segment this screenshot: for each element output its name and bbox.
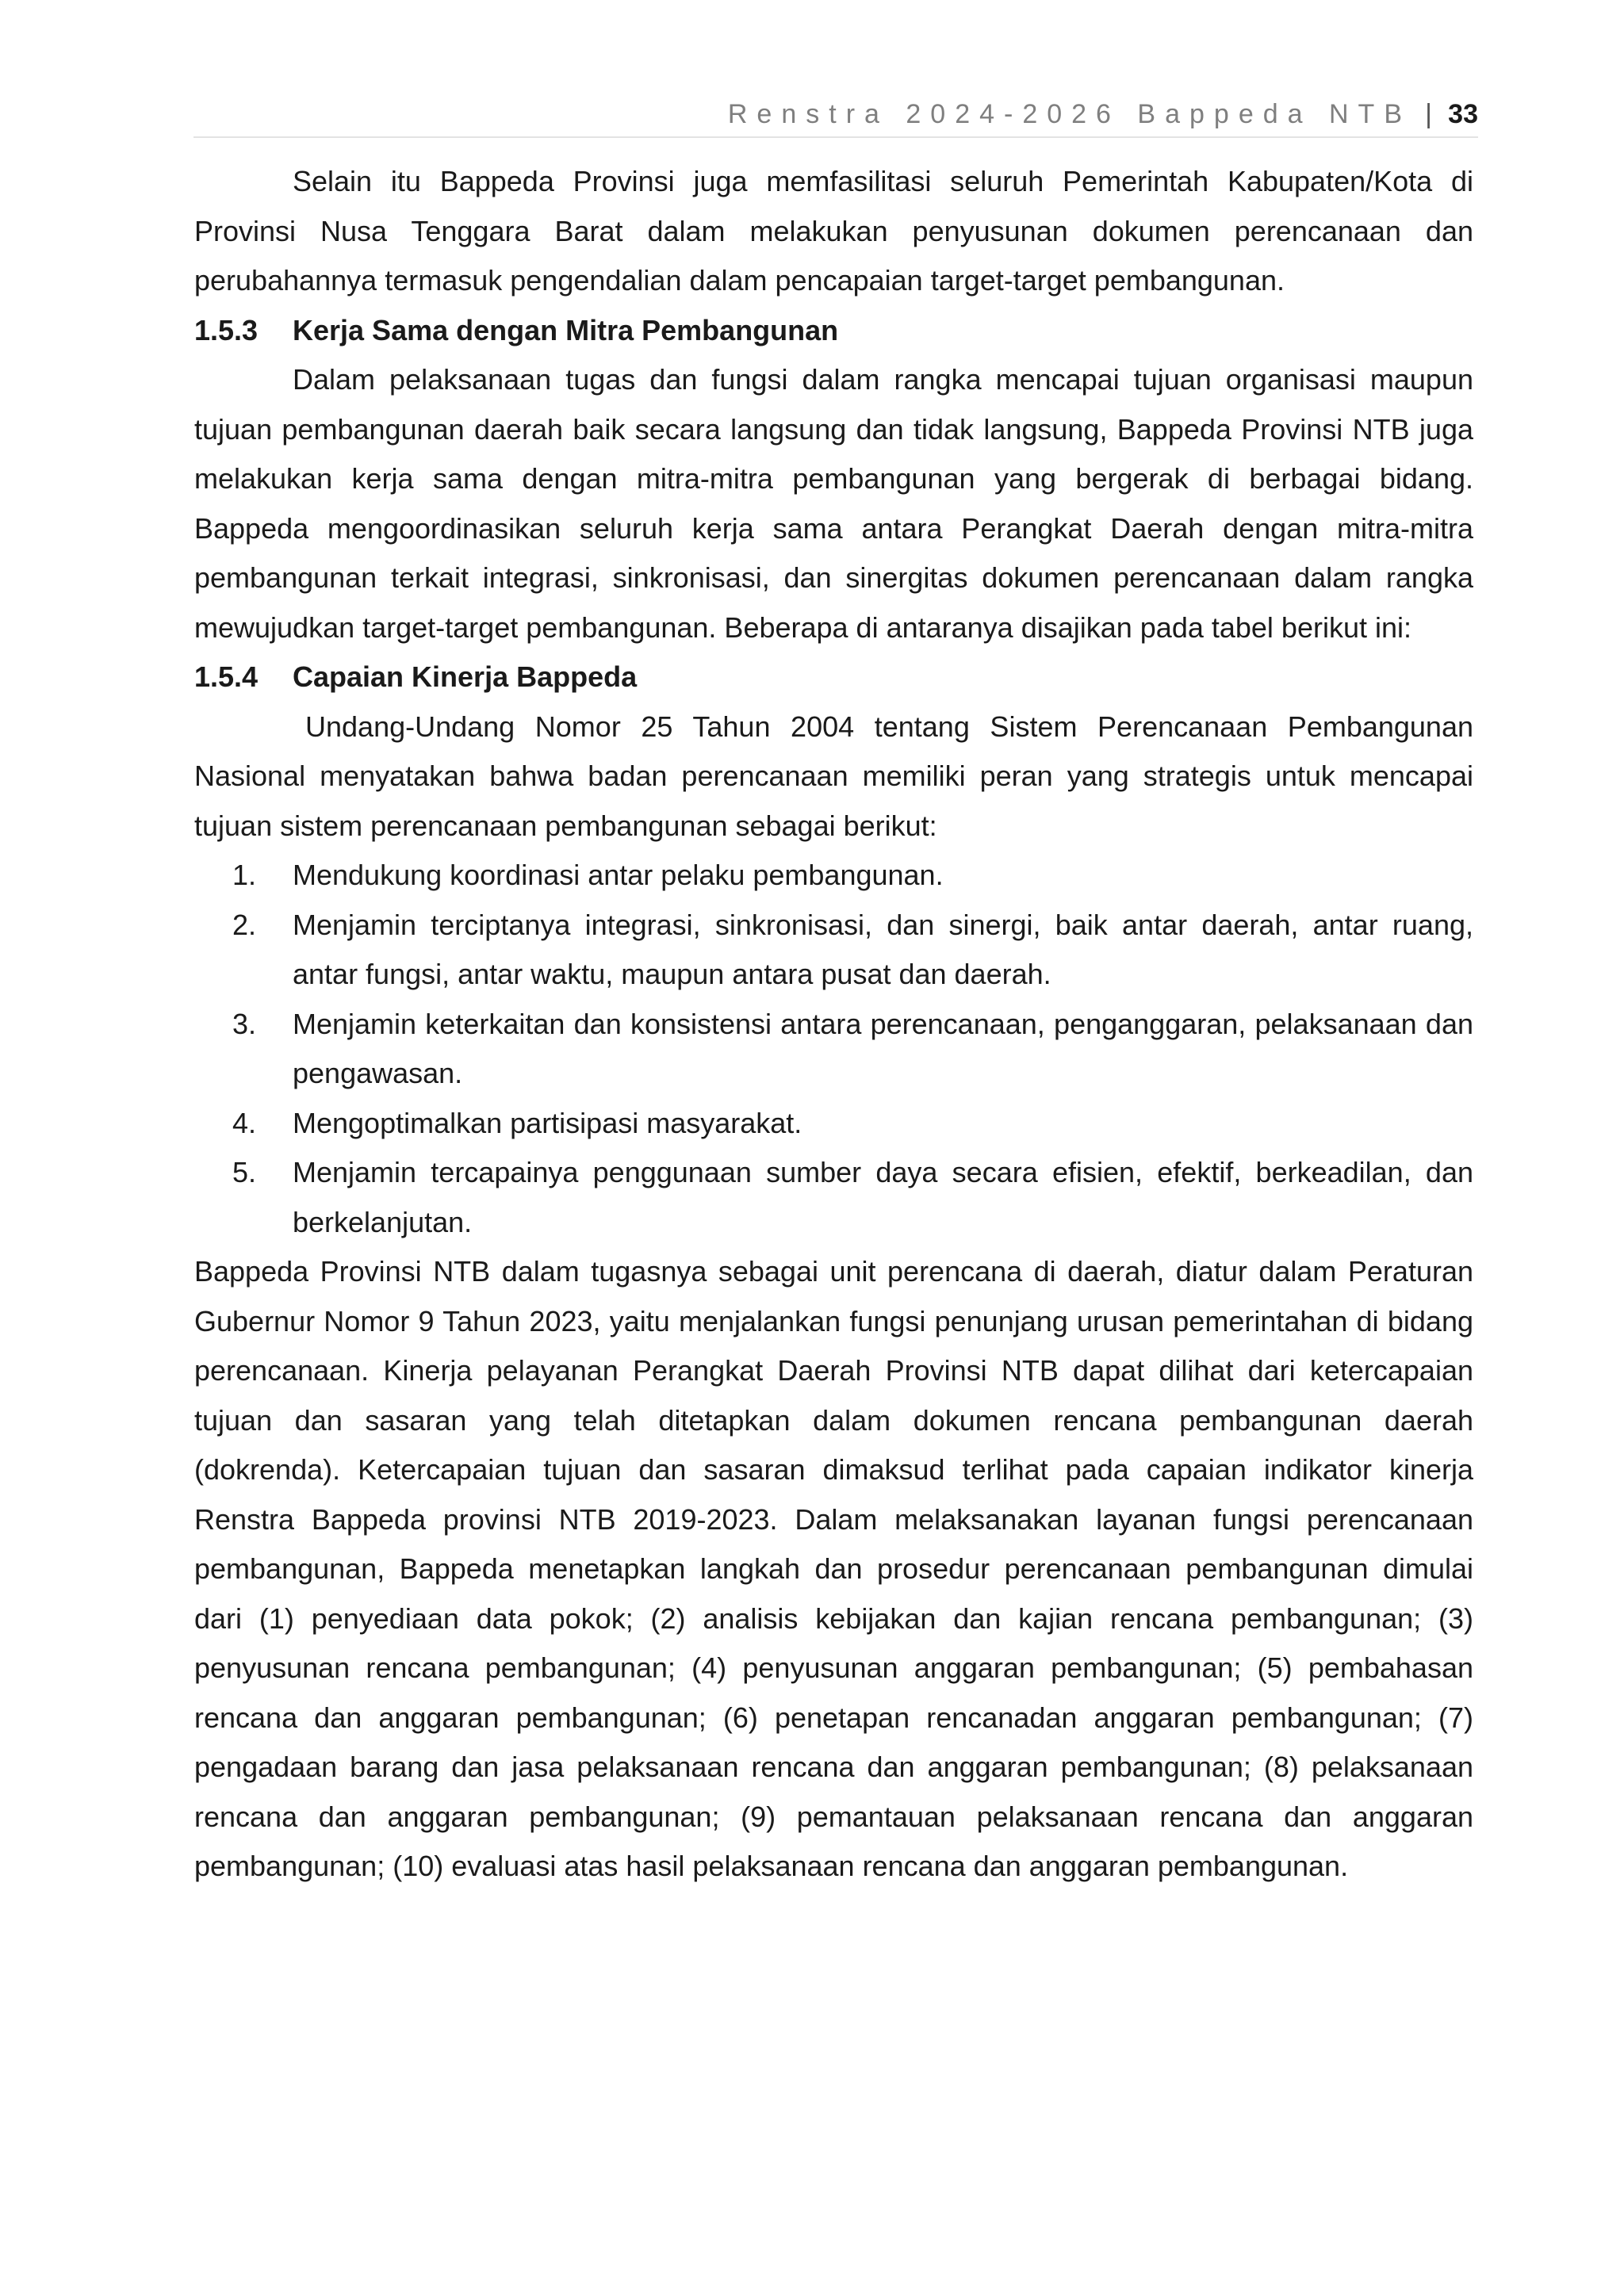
- section-heading-1-5-3: [194, 306, 1473, 356]
- list-item: [194, 1000, 1473, 1099]
- planning-goals-list: [194, 851, 1473, 1247]
- list-item-text: Menjamin terciptanya integrasi, sinkronisasi, dan sinergi, baik antar daerah, antar ruang, antar fungsi, antar waktu, maupun antara pusat dan daerah.: [293, 908, 1473, 990]
- closing-paragraph: Bappeda Provinsi NTB dalam tugasnya sebagai unit perencana di daerah, diatur dalam Peraturan Gubernur Nomor 9 Tahun 2023, yaitu menjalankan fungsi penunjang urusan pemerintahan di bidang perencanaan. Kinerja pelayanan Perangkat Daerah Provinsi NTB dapat dilihat dari ketercapaian tujuan dan sasaran yang telah ditetapkan dalam dokumen rencana pembangunan daerah (dokrenda). Ketercapaian tujuan dan sasaran dimaksud terlihat pada capaian indikator kinerja Renstra Bappeda provinsi NTB 2019-2023. Dalam melaksanakan layanan fungsi perencanaan pembangunan, Bappeda menetapkan langkah dan prosedur perencanaan pembangunan dimulai dari (1) penyediaan data pokok; (2) analisis kebijakan dan kajian rencana pembangunan; (3) penyusunan rencana pembangunan; (4) penyusunan anggaran pembangunan; (5) pembahasan rencana dan anggaran pembangunan; (6) penetapan rencanadan anggaran pembangunan; (7) pengadaan barang dan jasa pelaksanaan rencana dan anggaran pembangunan; (8) pelaksanaan rencana dan anggaran pembangunan; (9) pemantauan pelaksanaan rencana dan anggaran pembangunan; (10) evaluasi atas hasil pelaksanaan rencana dan anggaran pembangunan.: [194, 1255, 1473, 1882]
- list-item-number: 2.: [232, 908, 257, 941]
- list-item: [194, 851, 1473, 901]
- section-1-5-4-body: Undang-Undang Nomor 25 Tahun 2004 tentang Sistem Perencanaan Pembangunan Nasional menyatakan bahwa badan perencanaan memiliki peran yang strategis untuk mencapai tujuan sistem perencanaan pembangunan sebagai berikut:: [194, 710, 1473, 842]
- list-item: [194, 1148, 1473, 1247]
- list-item-text: Menjamin keterkaitan dan konsistensi antara perencanaan, penganggaran, pelaksanaan dan pengawasan.: [293, 1007, 1473, 1089]
- page-number: 33: [1448, 99, 1478, 129]
- section-1-5-3-body: Dalam pelaksanaan tugas dan fungsi dalam rangka mencapai tujuan organisasi maupun tujuan pembangunan daerah baik secara langsung dan tidak langsung, Bappeda Provinsi NTB juga melakukan kerja sama dengan mitra-mitra pembangunan yang bergerak di berbagai bidang. Bappeda mengoordinasikan seluruh kerja sama antara Perangkat Daerah dengan mitra-mitra pembangunan terkait integrasi, sinkronisasi, dan sinergitas dokumen perencanaan dalam rangka mewujudkan target-target pembangunan. Beberapa di antaranya disajikan pada tabel berikut ini:: [194, 363, 1473, 644]
- section-number: 1.5.4: [194, 660, 259, 693]
- list-item-number: 1.: [232, 859, 257, 891]
- section-heading-1-5-4: [194, 652, 1473, 702]
- list-item: [194, 1099, 1473, 1149]
- list-item-text: Mendukung koordinasi antar pelaku pembangunan.: [293, 859, 944, 891]
- list-item: [194, 901, 1473, 1000]
- page-content: [194, 157, 1473, 1892]
- header-title: Renstra 2024-2026 Bappeda NTB: [727, 99, 1411, 129]
- list-item-text: Menjamin tercapainya penggunaan sumber daya secara efisien, efektif, berkeadilan, dan berkelanjutan.: [293, 1156, 1473, 1238]
- section-number: 1.5.3: [194, 313, 259, 346]
- list-item-number: 3.: [232, 1007, 257, 1040]
- header-separator: |: [1425, 99, 1432, 129]
- list-item-number: 4.: [232, 1106, 257, 1139]
- list-item-text: Mengoptimalkan partisipasi masyarakat.: [293, 1106, 802, 1139]
- section-title: Capaian Kinerja Bappeda: [293, 660, 638, 693]
- list-item-number: 5.: [232, 1156, 257, 1188]
- intro-paragraph: Selain itu Bappeda Provinsi juga memfasilitasi seluruh Pemerintah Kabupaten/Kota di Provinsi Nusa Tenggara Barat dalam melakukan penyusunan dokumen perencanaan dan perubahannya termasuk pengendalian dalam pencapaian target-target pembangunan.: [194, 165, 1473, 297]
- section-title: Kerja Sama dengan Mitra Pembangunan: [293, 313, 839, 346]
- page-header: [193, 98, 1478, 138]
